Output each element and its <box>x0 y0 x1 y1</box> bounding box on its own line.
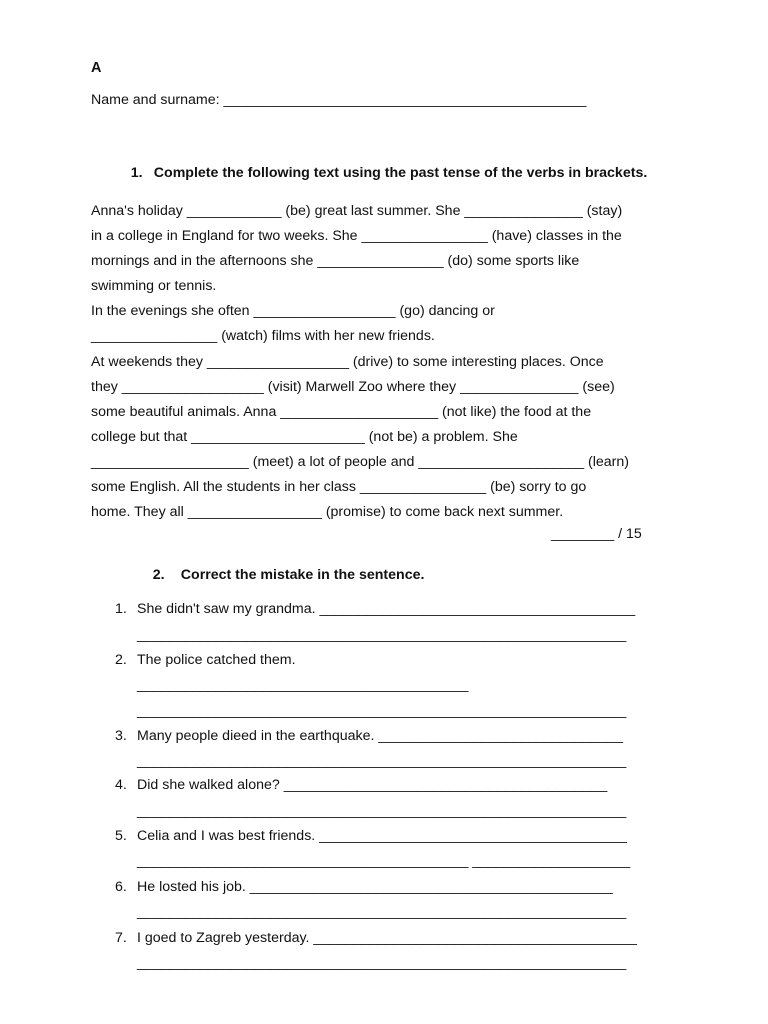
item-sentence: Did she walked alone? _________________________________________ <box>137 777 608 793</box>
answer-line: __________________________________________ <box>137 677 469 693</box>
item-number: 5. <box>115 828 127 844</box>
answer-line: ______________________________________________________________ <box>137 904 627 920</box>
answer-line: __________________________________________ ____________________ <box>137 853 631 869</box>
answer-line: ______________________________________________________________ <box>137 955 627 971</box>
section-2-number: 2. <box>152 567 165 583</box>
answer-line: ______________________________________________________________ <box>137 803 627 819</box>
answer-line: ______________________________________________________________ <box>137 753 627 769</box>
item-number: 3. <box>115 728 127 744</box>
paragraph-line: in a college in England for two weeks. She ________________ (have) classes in the <box>91 228 622 245</box>
item-sentence: Many people dieed in the earthquake. _______________________________ <box>137 728 623 744</box>
item-sentence: Celia and I was best friends. _______________________________________ <box>137 828 627 844</box>
item-number: 6. <box>115 879 127 895</box>
answer-line: ______________________________________________________________ <box>137 703 627 719</box>
item-sentence: He losted his job. ______________________________________________ <box>137 879 613 895</box>
item-sentence: The police catched them. <box>137 652 296 668</box>
section-1-number: 1. <box>130 165 143 181</box>
paragraph-line: ________________ (watch) films with her new friends. <box>91 328 435 345</box>
item-number: 1. <box>115 601 127 617</box>
item-sentence: I goed to Zagreb yesterday. _________________________________________ <box>137 930 637 946</box>
paragraph-line: they __________________ (visit) Marwell Zoo where they _______________ (see) <box>91 378 615 395</box>
paragraph-line: mornings and in the afternoons she ________________ (do) some sports like <box>91 253 580 270</box>
version-label: A <box>91 60 102 76</box>
paragraph-line: some English. All the students in her class ________________ (be) sorry to go <box>91 479 587 496</box>
paragraph-line: home. They all _________________ (promise) to come back next summer. <box>91 504 564 521</box>
section-1-score: ________ / 15 <box>551 526 642 542</box>
name-surname-field: Name and surname: ______________________________________________ <box>91 92 587 108</box>
item-sentence: She didn't saw my grandma. ________________________________________ <box>137 601 636 617</box>
section-1-title: Complete the following text using the past tense of the verbs in brackets. <box>153 165 648 181</box>
paragraph-line: Anna's holiday ____________ (be) great last summer. She _______________ (stay) <box>91 203 623 219</box>
section-1-heading <box>115 149 647 197</box>
gap-fill-paragraph <box>91 199 691 525</box>
section-2-title: Correct the mistake in the sentence. <box>180 567 425 583</box>
section-2-heading <box>137 551 424 599</box>
paragraph-line: swimming or tennis. <box>91 278 217 295</box>
item-number: 2. <box>115 652 127 668</box>
paragraph-line: At weekends they __________________ (drive) to some interesting places. Once <box>91 353 604 370</box>
paragraph-line: college but that ______________________ (not be) a problem. She <box>91 428 518 445</box>
item-number: 4. <box>115 777 127 793</box>
item-number: 7. <box>115 930 127 946</box>
paragraph-line: some beautiful animals. Anna ____________________ (not like) the food at the <box>91 403 592 420</box>
paragraph-line: ____________________ (meet) a lot of people and _____________________ (learn) <box>91 453 630 470</box>
answer-line: ______________________________________________________________ <box>137 627 627 643</box>
paragraph-line: In the evenings she often __________________ (go) dancing or <box>91 303 495 320</box>
